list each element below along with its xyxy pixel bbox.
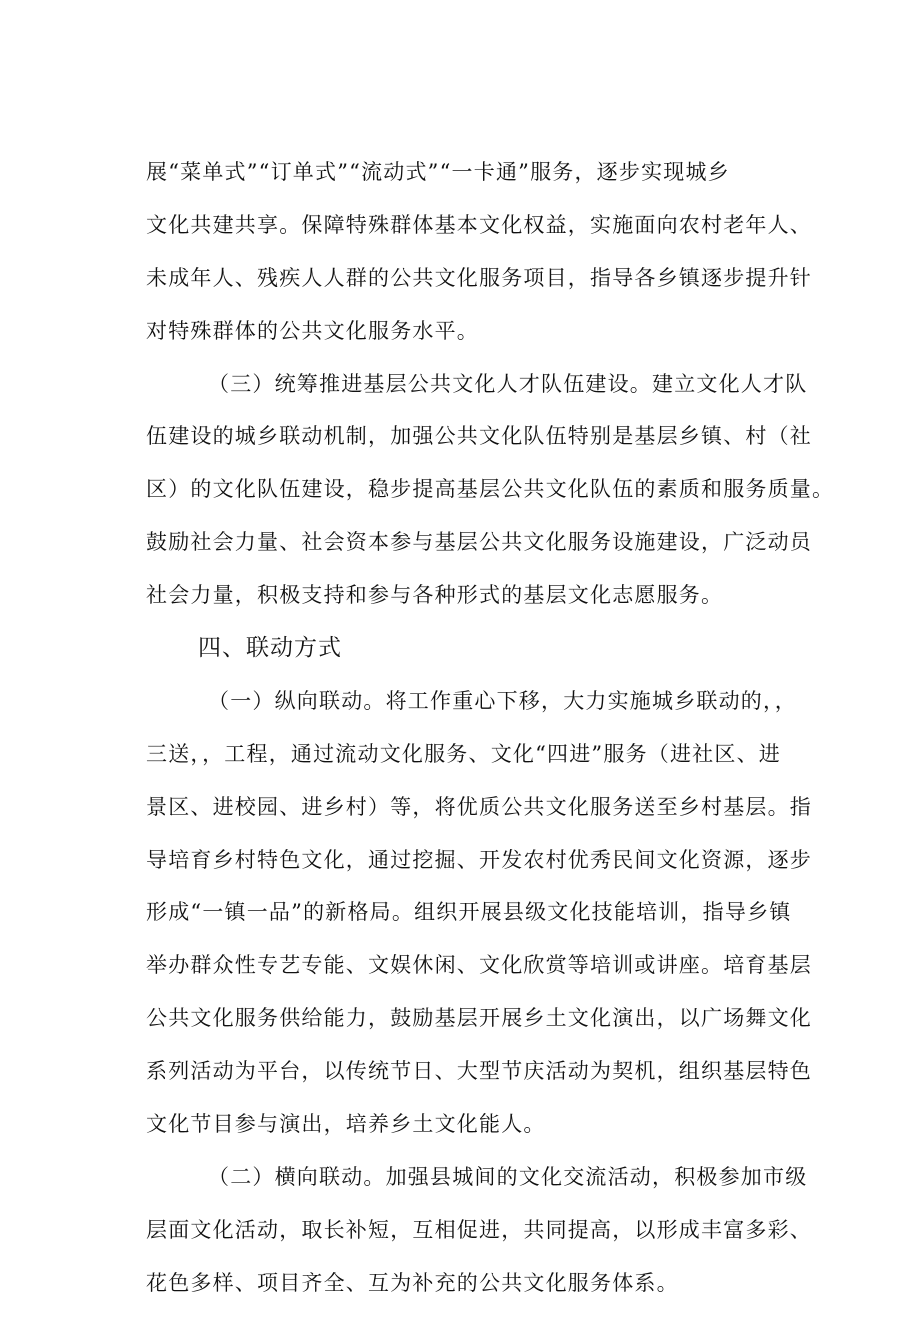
text-line: 花色多样、项目齐全、互为补充的公共文化服务体系。 (146, 1270, 679, 1295)
text-line: （一）纵向联动。将工作重心下移，大力实施城乡联动的，， (208, 688, 797, 713)
text-line: 未成年人、残疾人人群的公共文化服务项目，指导各乡镇逐步提升针 (146, 265, 812, 290)
text-line: 举办群众性专艺专能、文娱休闲、文化欣赏等培训或讲座。培育基层 (146, 953, 812, 978)
text-line: 文化共建共享。保障特殊群体基本文化权益，实施面向农村老年人、 (146, 212, 812, 237)
document-body (146, 156, 835, 1320)
text-line: 展“菜单式”“订单式”“流动式”“一卡通”服务，逐步实现城乡 (146, 160, 730, 184)
text-line: 社会力量，积极支持和参与各种形式的基层文化志愿服务。 (146, 583, 724, 608)
paragraph-talent-team (146, 368, 835, 632)
section-heading: 四、联动方式 (198, 635, 342, 662)
text-line: 伍建设的城乡联动机制，加强公共文化队伍特别是基层乡镇、村（社 (146, 424, 812, 449)
paragraph-horizontal-linkage (146, 1161, 810, 1320)
text-line: 层面文化活动，取长补短，互相促进，共同提高，以形成丰富多彩、 (146, 1217, 812, 1242)
text-line: 形成“一镇一品”的新格局。组织开展县级文化技能培训，指导乡镇 (146, 900, 792, 925)
text-line: （二）横向联动。加强县城间的文化交流活动，积极参加市级 (208, 1164, 808, 1189)
text-line: 公共文化服务供给能力，鼓励基层开展乡土文化演出，以广场舞文化 (146, 1006, 812, 1031)
paragraph-continuation (146, 156, 810, 368)
text-line: 文化节目参与演出，培养乡土文化能人。 (146, 1112, 546, 1137)
paragraph-vertical-linkage (146, 685, 810, 1161)
text-line: （三）统筹推进基层公共文化人才队伍建设。建立文化人才队 (208, 371, 808, 396)
text-line: 对特殊群体的公共文化服务水平。 (146, 318, 479, 343)
text-line: 系列活动为平台，以传统节日、大型节庆活动为契机，组织基层特色 (146, 1059, 812, 1084)
text-line: 三送，，工程，通过流动文化服务、文化“四进”服务（进社区、进 (146, 741, 781, 766)
text-line: 景区、进校园、进乡村）等，将优质公共文化服务送至乡村基层。指 (146, 794, 812, 819)
text-line: 鼓励社会力量、社会资本参与基层公共文化服务设施建设，广泛动员 (146, 530, 812, 555)
text-line: 区）的文化队伍建设，稳步提高基层公共文化队伍的素质和服务质量。 (146, 477, 835, 502)
text-line: 导培育乡村特色文化，通过挖掘、开发农村优秀民间文化资源，逐步 (146, 847, 812, 872)
